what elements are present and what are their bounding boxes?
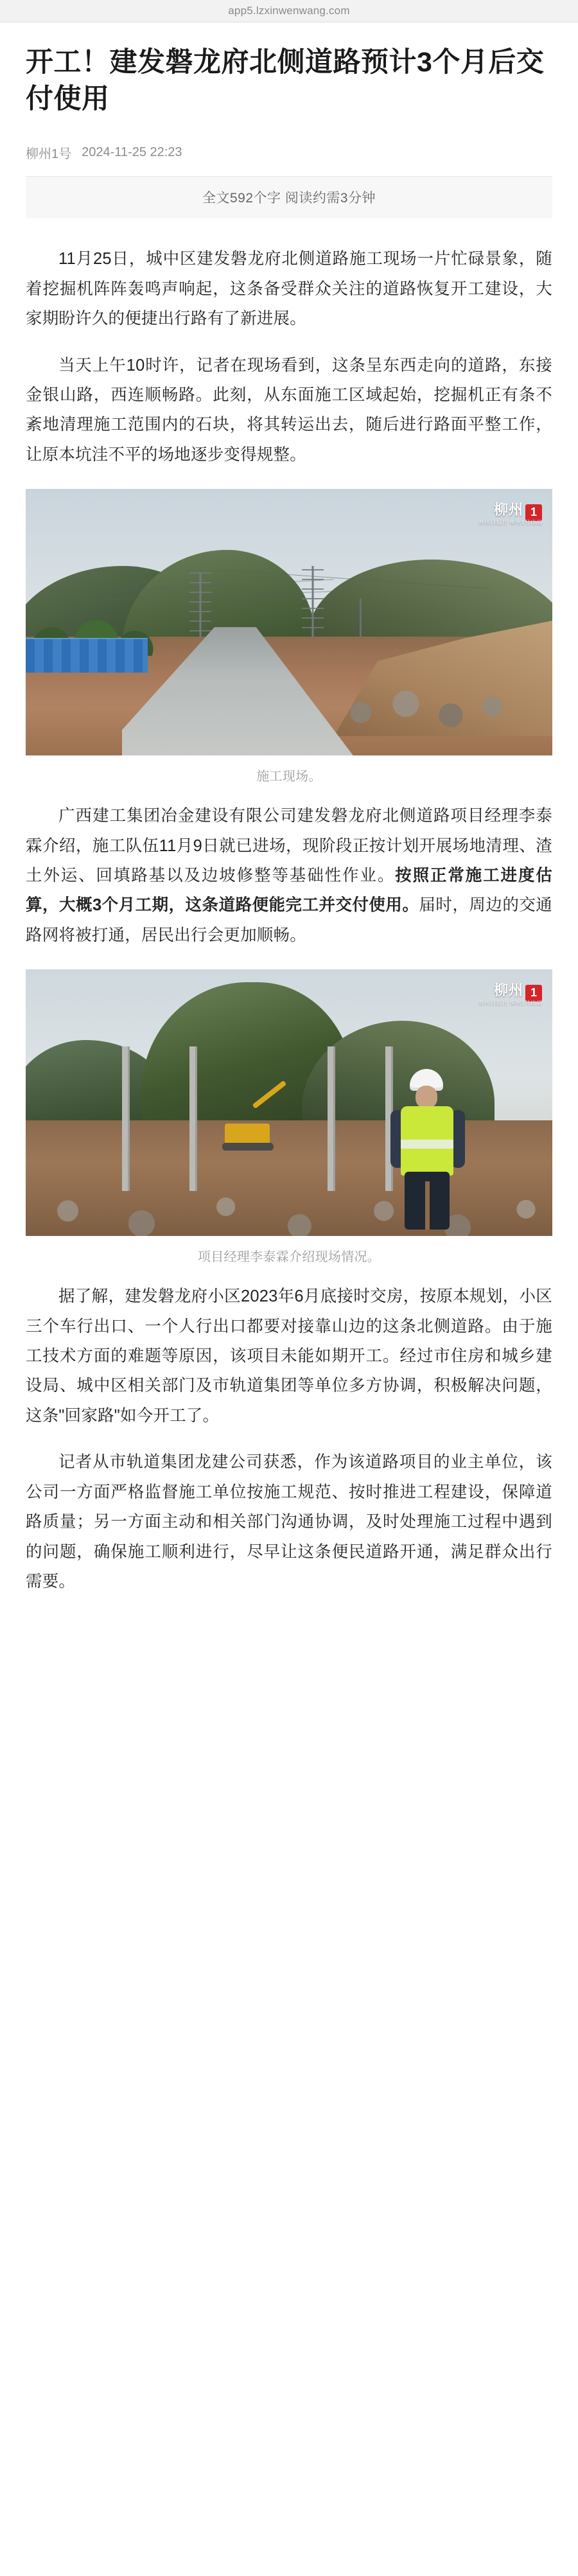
paragraph-part-plain: 广西建工集团冶金建设有限公司建发磐龙府北侧道路项目经理李泰霖介绍，施工队伍11月9日就已进场，现阶段正按计划开展场地清理、渣土外运、回填路基以及边坡修整等基础性作业。 — [26, 807, 552, 885]
watermark-badge: 1 — [525, 504, 542, 521]
watermark — [478, 499, 542, 526]
figure-caption: 项目经理李泰霖介绍现场情况。 — [197, 1250, 381, 1265]
excavator — [218, 1104, 295, 1149]
article-date: 2024-11-25 22:23 — [82, 145, 182, 160]
engineer-figure — [385, 1069, 469, 1230]
page-bottom-spacer — [0, 1596, 578, 1635]
person-leg-gap — [425, 1181, 430, 1230]
watermark-text: 柳州 — [493, 982, 523, 999]
vest-reflective-stripe — [401, 1140, 453, 1149]
article-source: 柳州1号 — [26, 147, 72, 162]
paragraph-part-tail: 届时，周边的交通路网将被打通，居民出行会更加顺畅。 — [26, 896, 553, 944]
figure-caption: 施工现场。 — [256, 770, 322, 784]
article-container — [0, 44, 578, 1596]
watermark — [478, 980, 542, 1007]
paragraph: 当天上午10时许，记者在现场看到，这条呈东西走向的道路，东接金银山路，西连顺畅路。此刻，从东面施工区域起始，挖掘机正有条不紊地清理施工范围内的石块，将其转运出去，随后进行路面平整工作，让原本坑洼不平的场地逐步变得规整。 — [26, 356, 552, 464]
photo-rocks — [334, 672, 514, 730]
watermark-subtitle: 柳州日报社·柳州1号出品 — [478, 1000, 542, 1007]
photo-project-manager — [26, 969, 552, 1236]
page-title: 开工！建发磐龙府北侧道路预计3个月后交付使用 — [26, 47, 545, 115]
article-stats: 全文592个字 阅读约需3分钟 — [26, 177, 552, 218]
photo-construction-site — [26, 489, 552, 755]
figure-project-manager — [26, 969, 552, 1265]
watermark-subtitle: 柳州日报社·柳州1号出品 — [478, 519, 542, 526]
watermark-text: 柳州 — [493, 502, 523, 518]
excavator-track — [222, 1143, 274, 1151]
watermark-badge: 1 — [525, 985, 542, 1001]
paragraph: 11月25日，城中区建发磐龙府北侧道路施工现场一片忙碌景象，随着挖掘机阵阵轰鸣声响起，这条备受群众关注的道路恢复开工建设，大家期盼许久的便捷出行路有了新进展。 — [26, 250, 552, 328]
concrete-pillar — [189, 1046, 197, 1191]
person-head — [416, 1086, 437, 1109]
paragraph-part-bold: 按照正常施工进度估算，大概3个月工期，这条道路便能完工并交付使用。 — [26, 867, 553, 915]
article-body — [26, 218, 552, 1596]
article-meta — [26, 143, 552, 162]
browser-url-bar[interactable] — [0, 0, 578, 22]
paragraph: 记者从市轨道集团龙建公司获悉，作为该道路项目的业主单位，该公司一方面严格监督施工单位按施工规范、按时推进工程建设，保障道路质量；另一方面主动和相关部门沟通协调，及时处理施工过程中遇到的问题，确保施工顺利进行，尽早让这条便民道路开通，满足群众出行需要。 — [26, 1453, 552, 1591]
paragraph-with-emphasis — [26, 801, 552, 950]
paragraph: 据了解，建发磐龙府小区2023年6月底接时交房，按原本规划，小区三个车行出口、一个人行出口都要对接靠山边的这条北侧道路。由于施工技术方面的难题等原因，该项目未能如期开工。经过市住房和城乡建设局、城中区相关部门及市轨道集团等单位多方协调，积极解决问题，这条"回家路"如今开工了。 — [26, 1287, 552, 1425]
photo-rubble — [26, 1152, 552, 1236]
url-text: app5.lzxinwenwang.com — [228, 4, 350, 17]
figure-construction-site — [26, 489, 552, 784]
photo-blue-fence — [26, 638, 148, 673]
concrete-pillar — [122, 1046, 130, 1191]
excavator-body — [225, 1124, 270, 1145]
concrete-pillar — [328, 1046, 335, 1191]
